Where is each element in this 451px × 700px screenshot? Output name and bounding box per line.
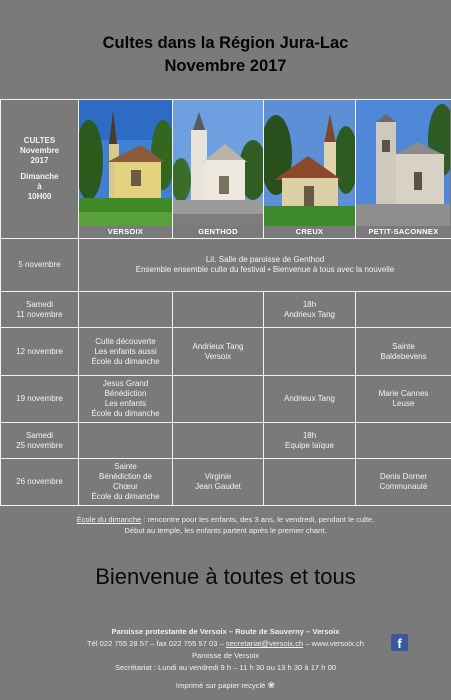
service-line: École du dimanche <box>91 356 160 366</box>
church-petit-saconnex-photo <box>356 100 450 226</box>
recycled-note <box>0 680 451 691</box>
service-cell-creux <box>264 292 356 328</box>
service-cell-genthod <box>173 292 264 328</box>
date-day: Samedi <box>25 430 54 440</box>
corner-year: 2017 <box>30 156 49 165</box>
service-line: Bénédiction <box>104 389 147 398</box>
page-title-line2: Novembre 2017 <box>164 57 287 75</box>
church-name-genthod: GENTHOD <box>198 227 238 236</box>
service-line: Sainte <box>392 341 415 351</box>
service-cell-creux <box>264 423 356 459</box>
service-line: Versoix <box>204 351 232 361</box>
schedule-row-5 <box>1 423 451 459</box>
service-cell-versoix <box>79 459 173 506</box>
leaf-icon: ❀ <box>267 680 276 690</box>
schedule-row-4 <box>1 376 451 423</box>
service-cell-versoix <box>79 328 173 376</box>
merged-line-2: Ensemble ensemble culte du festival • Bienvenue à tous avec la nouvelle <box>135 265 395 274</box>
recycled-text: Imprimé sur papier recyclé <box>175 681 266 690</box>
service-cell-petit-saconnex <box>356 292 451 328</box>
service-line: Jean Gaudet <box>195 482 241 491</box>
facebook-icon[interactable]: f <box>391 634 408 651</box>
schedule-row-3 <box>1 328 451 376</box>
date-day: Samedi <box>25 299 54 309</box>
service-line: Denis Dorner <box>379 472 428 481</box>
service-line: Marie Cannes <box>378 389 429 398</box>
service-line: Jesus Grand <box>102 379 149 388</box>
sunday-school-note-line2: Début au temple, les enfants partent après le premier chant. <box>124 526 327 535</box>
corner-time: 10H00 <box>27 192 52 201</box>
contact-phone: Tél 022 755 28 57 – fax 022 755 57 03 – <box>86 639 226 648</box>
date-cell <box>1 292 79 328</box>
church-petit-saconnex-cell <box>356 100 451 239</box>
date-date: 11 novembre <box>16 309 63 319</box>
date-cell: 26 novembre <box>1 459 79 506</box>
service-time: 18h <box>302 430 317 440</box>
church-creux-photo <box>264 100 356 226</box>
church-header-row <box>1 100 451 239</box>
service-cell-creux <box>264 459 356 506</box>
service-line: Sainte <box>114 462 137 471</box>
service-line: Les enfants <box>104 399 147 408</box>
service-line: Virginie <box>204 472 232 481</box>
date-cell: 5 novembre <box>1 239 79 292</box>
church-genthod-photo <box>173 100 264 226</box>
service-cell-petit-saconnex <box>356 328 451 376</box>
sunday-school-link[interactable]: École du dimanche <box>76 515 142 524</box>
church-name-versoix: VERSOIX <box>107 227 144 236</box>
secretariat-hours: Secrétariat : Lundi au vendredi 9 h – 11 h 30 ou 13 h 30 à 17 h 00 <box>114 663 337 672</box>
parish-contact <box>0 639 451 649</box>
schedule-row-1 <box>1 239 451 292</box>
schedule-row-2 <box>1 292 451 328</box>
service-line: Leuse <box>392 399 415 408</box>
sunday-school-note <box>0 515 451 525</box>
church-name-creux: CREUX <box>295 227 324 236</box>
service-line: Culte découverte <box>95 336 156 346</box>
service-cell-petit-saconnex <box>356 423 451 459</box>
church-name-petit-saconnex: PETIT-SACONNEX <box>368 227 439 236</box>
service-cell-versoix <box>79 292 173 328</box>
service-line: Bénédiction de <box>99 472 152 481</box>
service-line: École du dimanche <box>91 492 160 501</box>
service-cell-genthod <box>173 376 264 423</box>
contact-email-link[interactable]: secretariat@versoix.ch <box>225 639 304 648</box>
corner-month: Novembre <box>19 146 60 155</box>
corner-a: à <box>37 182 42 191</box>
merged-service-cell <box>79 239 451 292</box>
welcome-heading: Bienvenue à toutes et tous <box>95 564 356 589</box>
merged-line-1: Lit. Salle de paroisse de Genthod <box>205 255 325 264</box>
service-line: Andrieux Tang <box>284 394 335 403</box>
parish-name: Paroisse de Versoix <box>191 651 260 660</box>
service-line: École du dimanche <box>91 409 160 418</box>
service-cell-genthod <box>173 328 264 376</box>
corner-day: Dimanche <box>20 172 59 181</box>
contact-site: – www.versoix.ch <box>303 639 365 648</box>
date-cell: 19 novembre <box>1 376 79 423</box>
services-info-cell <box>1 100 79 239</box>
church-genthod-cell <box>173 100 264 239</box>
service-line: Andrieux Tang <box>192 341 244 351</box>
page-title-line1: Cultes dans la Région Jura-Lac <box>102 34 349 52</box>
service-line: Communauté <box>379 482 428 491</box>
service-time: 18h <box>302 299 317 309</box>
service-line: Les enfants aussi <box>94 346 157 356</box>
date-date: 25 novembre <box>16 440 63 450</box>
service-leader: Andrieux Tang <box>284 309 335 319</box>
service-leader: Equipe laïque <box>285 440 334 450</box>
parish-address: Paroisse protestante de Versoix – Route de Sauverny – Versoix <box>111 627 340 636</box>
service-cell-creux <box>264 376 356 423</box>
service-cell-petit-saconnex <box>356 376 451 423</box>
sunday-school-text: : rencontre pour les enfants, des 3 ans, le vendredi, pendant le culte. <box>141 515 375 524</box>
corner-cultes: CULTES <box>23 136 56 145</box>
church-creux-cell <box>264 100 356 239</box>
service-cell-petit-saconnex <box>356 459 451 506</box>
schedule-table <box>0 99 451 506</box>
service-line: Baldebevens <box>380 351 427 361</box>
service-cell-genthod <box>173 459 264 506</box>
date-cell <box>1 423 79 459</box>
service-cell-versoix <box>79 376 173 423</box>
service-cell-creux <box>264 328 356 376</box>
church-versoix-cell <box>79 100 173 239</box>
service-cell-versoix <box>79 423 173 459</box>
service-line: Chœur <box>113 482 138 491</box>
date-cell: 12 novembre <box>1 328 79 376</box>
service-cell-genthod <box>173 423 264 459</box>
schedule-row-6 <box>1 459 451 506</box>
church-versoix-photo <box>79 100 173 226</box>
